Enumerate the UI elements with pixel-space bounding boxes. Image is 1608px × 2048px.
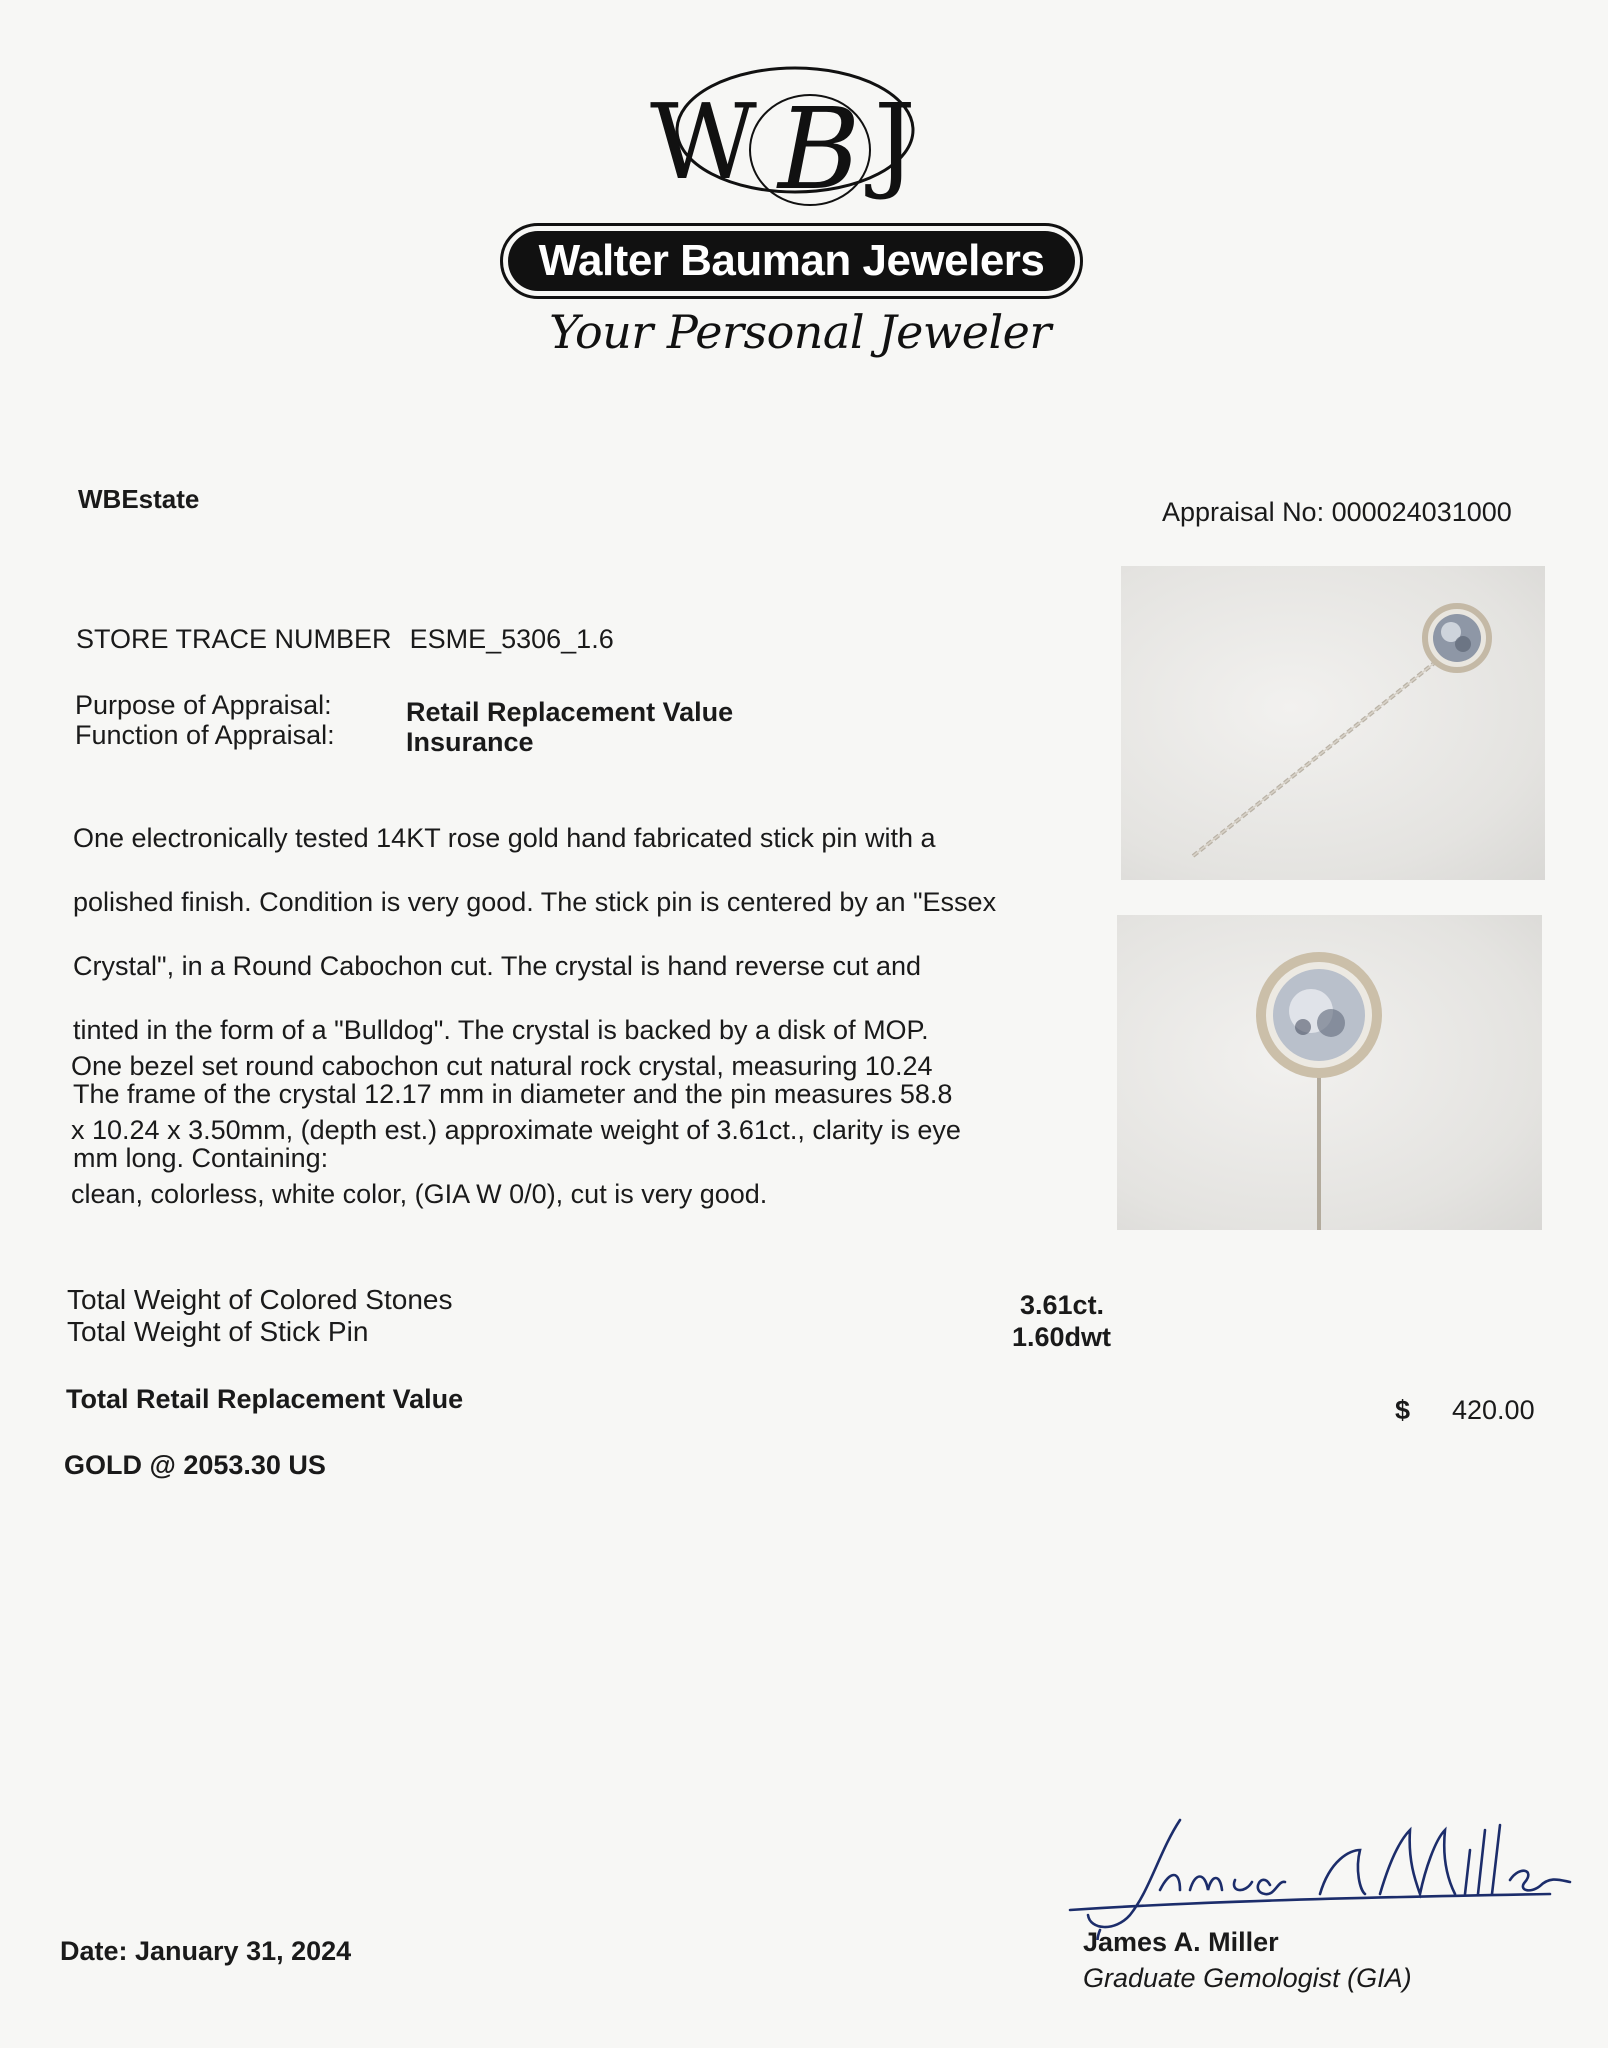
stick-pin-photo [1121, 566, 1545, 880]
svg-text:B: B [778, 85, 861, 215]
function-value: Insurance [406, 727, 534, 757]
store-trace-label: STORE TRACE NUMBER [76, 624, 392, 654]
colored-stones-label: Total Weight of Colored Stones [67, 1284, 453, 1315]
stick-pin-weight-value: 1.60dwt [1012, 1322, 1112, 1352]
store-trace [76, 624, 614, 655]
description-line: One electronically tested 14KT rose gold hand fabricated stick pin with a [73, 823, 936, 853]
description-line: tinted in the form of a "Bulldog". The crystal is backed by a disk of MOP. [73, 1015, 929, 1045]
purpose-label: Purpose of Appraisal: [75, 690, 332, 720]
description-line: Crystal", in a Round Cabochon cut. The crystal is hand reverse cut and [73, 951, 922, 981]
description-line: x 10.24 x 3.50mm, (depth est.) approximate weight of 3.61ct., clarity is eye [71, 1115, 961, 1145]
appraisal-date: Date: January 31, 2024 [60, 1936, 352, 1966]
gold-price: GOLD @ 2053.30 US [64, 1450, 326, 1480]
description-line: mm long. Containing: [73, 1143, 329, 1173]
currency-symbol: $ [1395, 1395, 1411, 1425]
signature-graphic [1030, 1810, 1590, 1940]
tagline: Your Personal Jeweler [549, 305, 1051, 359]
retail-value: 420.00 [1452, 1395, 1535, 1425]
colored-stones-value: 3.61ct. [1020, 1290, 1105, 1320]
wbj-monogram-logo [630, 60, 990, 220]
signer-title: Graduate Gemologist (GIA) [1083, 1963, 1412, 1993]
svg-text:W: W [650, 81, 757, 203]
stick-pin-closeup-photo [1117, 915, 1542, 1230]
stick-pin-weight-label: Total Weight of Stick Pin [67, 1316, 369, 1347]
description-line: polished finish. Condition is very good. The stick pin is centered by an "Essex [73, 887, 997, 917]
description-line: clean, colorless, white color, (GIA W 0/0), cut is very good. [71, 1179, 768, 1209]
retail-value-label: Total Retail Replacement Value [66, 1384, 464, 1414]
svg-text:J: J [874, 81, 916, 203]
estate-label: WBEstate [78, 484, 200, 514]
store-trace-value: ESME_5306_1.6 [409, 624, 614, 654]
brand-name: Walter Bauman Jewelers [508, 231, 1075, 291]
description-line: The frame of the crystal 12.17 mm in diameter and the pin measures 58.8 [73, 1079, 953, 1109]
brand-name-badge [500, 223, 1083, 299]
stone-description [71, 1018, 1061, 1242]
company-logo [480, 60, 1120, 360]
function-label: Function of Appraisal: [75, 720, 335, 750]
appraisal-number: Appraisal No: 000024031000 [1162, 497, 1512, 527]
description-line: One bezel set round cabochon cut natural rock crystal, measuring 10.24 [71, 1051, 933, 1081]
signer-name: James A. Miller [1083, 1927, 1279, 1957]
purpose-value: Retail Replacement Value [406, 697, 734, 727]
